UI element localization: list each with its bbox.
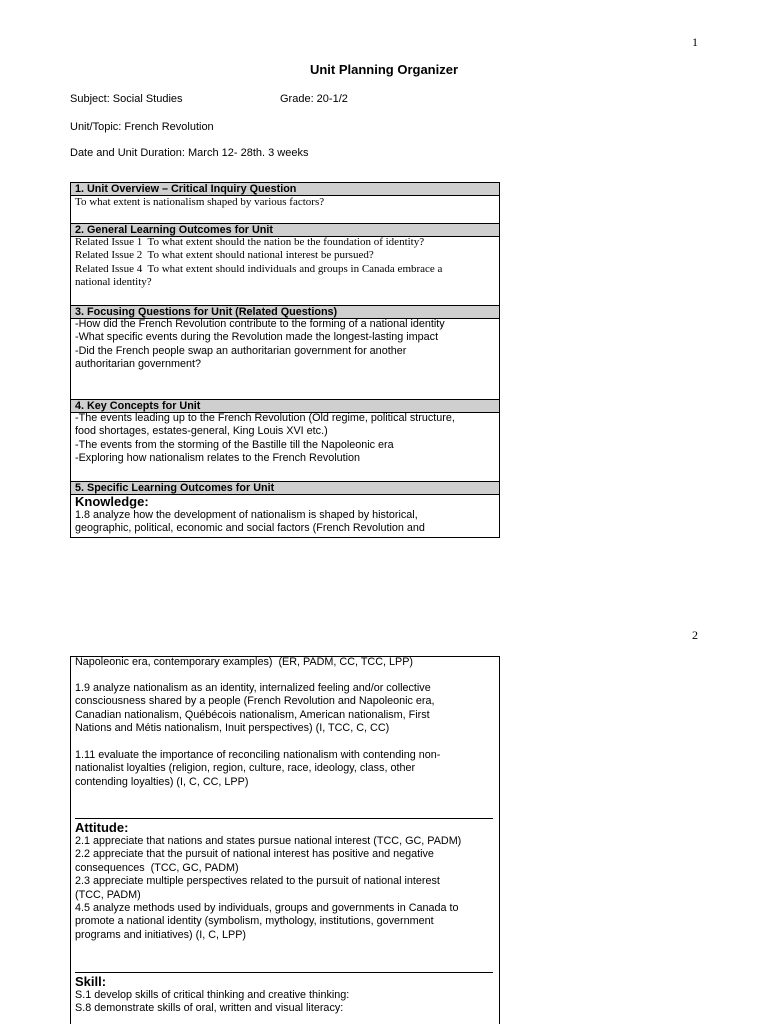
outcomes-continued-box [70,656,500,1024]
text-line: geographic, political, economic and social factors (French Revolution and [75,522,425,535]
attitude-section [75,820,497,942]
text-line: 1.9 analyze nationalism as an identity, internalized feeling and/or collective [75,682,431,694]
subject-label: Subject: Social Studies [70,93,183,105]
skill-heading: Skill: [75,974,107,989]
section-content-general-outcomes [75,236,497,290]
text-line: consciousness shared by a people (French Revolution and Napoleonic era, [75,695,435,708]
text-line: Related Issue 2 To what extent should national interest be pursued? [75,249,374,262]
text-line: Canadian nationalism, Québécois nationalism, American nationalism, First [75,708,430,721]
text-line: Napoleonic era, contemporary examples) (ER, PADM, CC, TCC, LPP) [75,656,414,668]
document-title: Unit Planning Organizer [309,62,459,77]
text-line: 4.5 analyze methods used by individuals, groups and governments in Canada to [75,902,459,915]
text-line: consequences (TCC, GC, PADM) [75,861,239,874]
section-content-focusing-questions [75,318,497,372]
text-line: (TCC, PADM) [75,888,141,901]
outcome-1-9 [75,682,497,736]
section-header-key-concepts: 4. Key Concepts for Unit [71,399,499,413]
text-line: S.8 demonstrate skills of oral, written and visual literacy: [75,1002,344,1015]
text-line: 1.8 analyze how the development of nationalism is shaped by historical, [75,509,418,521]
attitude-heading: Attitude: [75,820,129,835]
text-line: Related Issue 4 To what extent should individuals and groups in Canada embrace a [75,262,443,275]
text-line: -Exploring how nationalism relates to the French Revolution [75,452,361,465]
text-line: To what extent is nationalism shaped by various factors? [75,196,325,208]
section-header-focusing-questions: 3. Focusing Questions for Unit (Related Questions) [71,305,499,319]
page-number: 2 [692,628,698,642]
duration-label: Date and Unit Duration: March 12- 28th. 3 weeks [70,147,309,159]
text-line: S.1 develop skills of critical thinking and creative thinking: [75,989,350,1001]
text-line: promote a national identity (symbolism, mythology, institutions, government [75,915,434,928]
section-content-unit-overview [75,196,497,209]
knowledge-heading: Knowledge: [75,494,149,509]
text-line: programs and initiatives) (I, C, LPP) [75,928,247,941]
text-line: 2.3 appreciate multiple perspectives related to the pursuit of national interest [75,875,440,888]
text-line: 2.2 appreciate that the pursuit of national interest has positive and negative [75,848,434,861]
divider-line [75,972,493,973]
unit-topic-label: Unit/Topic: French Revolution [70,121,214,133]
grade-label: Grade: 20-1/2 [280,93,348,105]
text-line: 1.11 evaluate the importance of reconciling nationalism with contending non- [75,749,441,761]
text-line: Related Issue 1 To what extent should the nation be the foundation of identity? [75,236,425,248]
planning-table [70,182,500,538]
outcome-1-11 [75,749,497,789]
text-line: -Did the French people swap an authoritarian government for another [75,344,407,357]
continued-text [75,656,497,669]
text-line: nationalist loyalties (religion, region, culture, race, ideology, class, other [75,762,416,775]
text-line: contending loyalties) (I, C, CC, LPP) [75,775,249,788]
text-line: 2.1 appreciate that nations and states pursue national interest (TCC, GC, PADM) [75,835,462,847]
text-line: national identity? [75,276,152,289]
section-content-specific-outcomes [75,494,497,536]
text-line: food shortages, estates-general, King Louis XVI etc.) [75,425,328,438]
text-line: -The events from the storming of the Bastille till the Napoleonic era [75,438,394,451]
page-number: 1 [692,35,698,49]
text-line: -How did the French Revolution contribute to the forming of a national identity [75,318,445,330]
text-line: Nations and Métis nationalism, Inuit perspectives) (I, TCC, C, CC) [75,722,390,735]
divider-line [75,818,493,819]
section-content-key-concepts [75,412,497,466]
section-header-general-outcomes: 2. General Learning Outcomes for Unit [71,223,499,237]
skill-section [75,974,497,1016]
text-line: -What specific events during the Revolution made the longest-lasting impact [75,331,439,344]
section-header-specific-outcomes: 5. Specific Learning Outcomes for Unit [71,481,499,495]
text-line: -The events leading up to the French Revolution (Old regime, political structure, [75,412,455,424]
text-line: authoritarian government? [75,358,202,371]
section-header-unit-overview: 1. Unit Overview – Critical Inquiry Question [71,183,499,196]
